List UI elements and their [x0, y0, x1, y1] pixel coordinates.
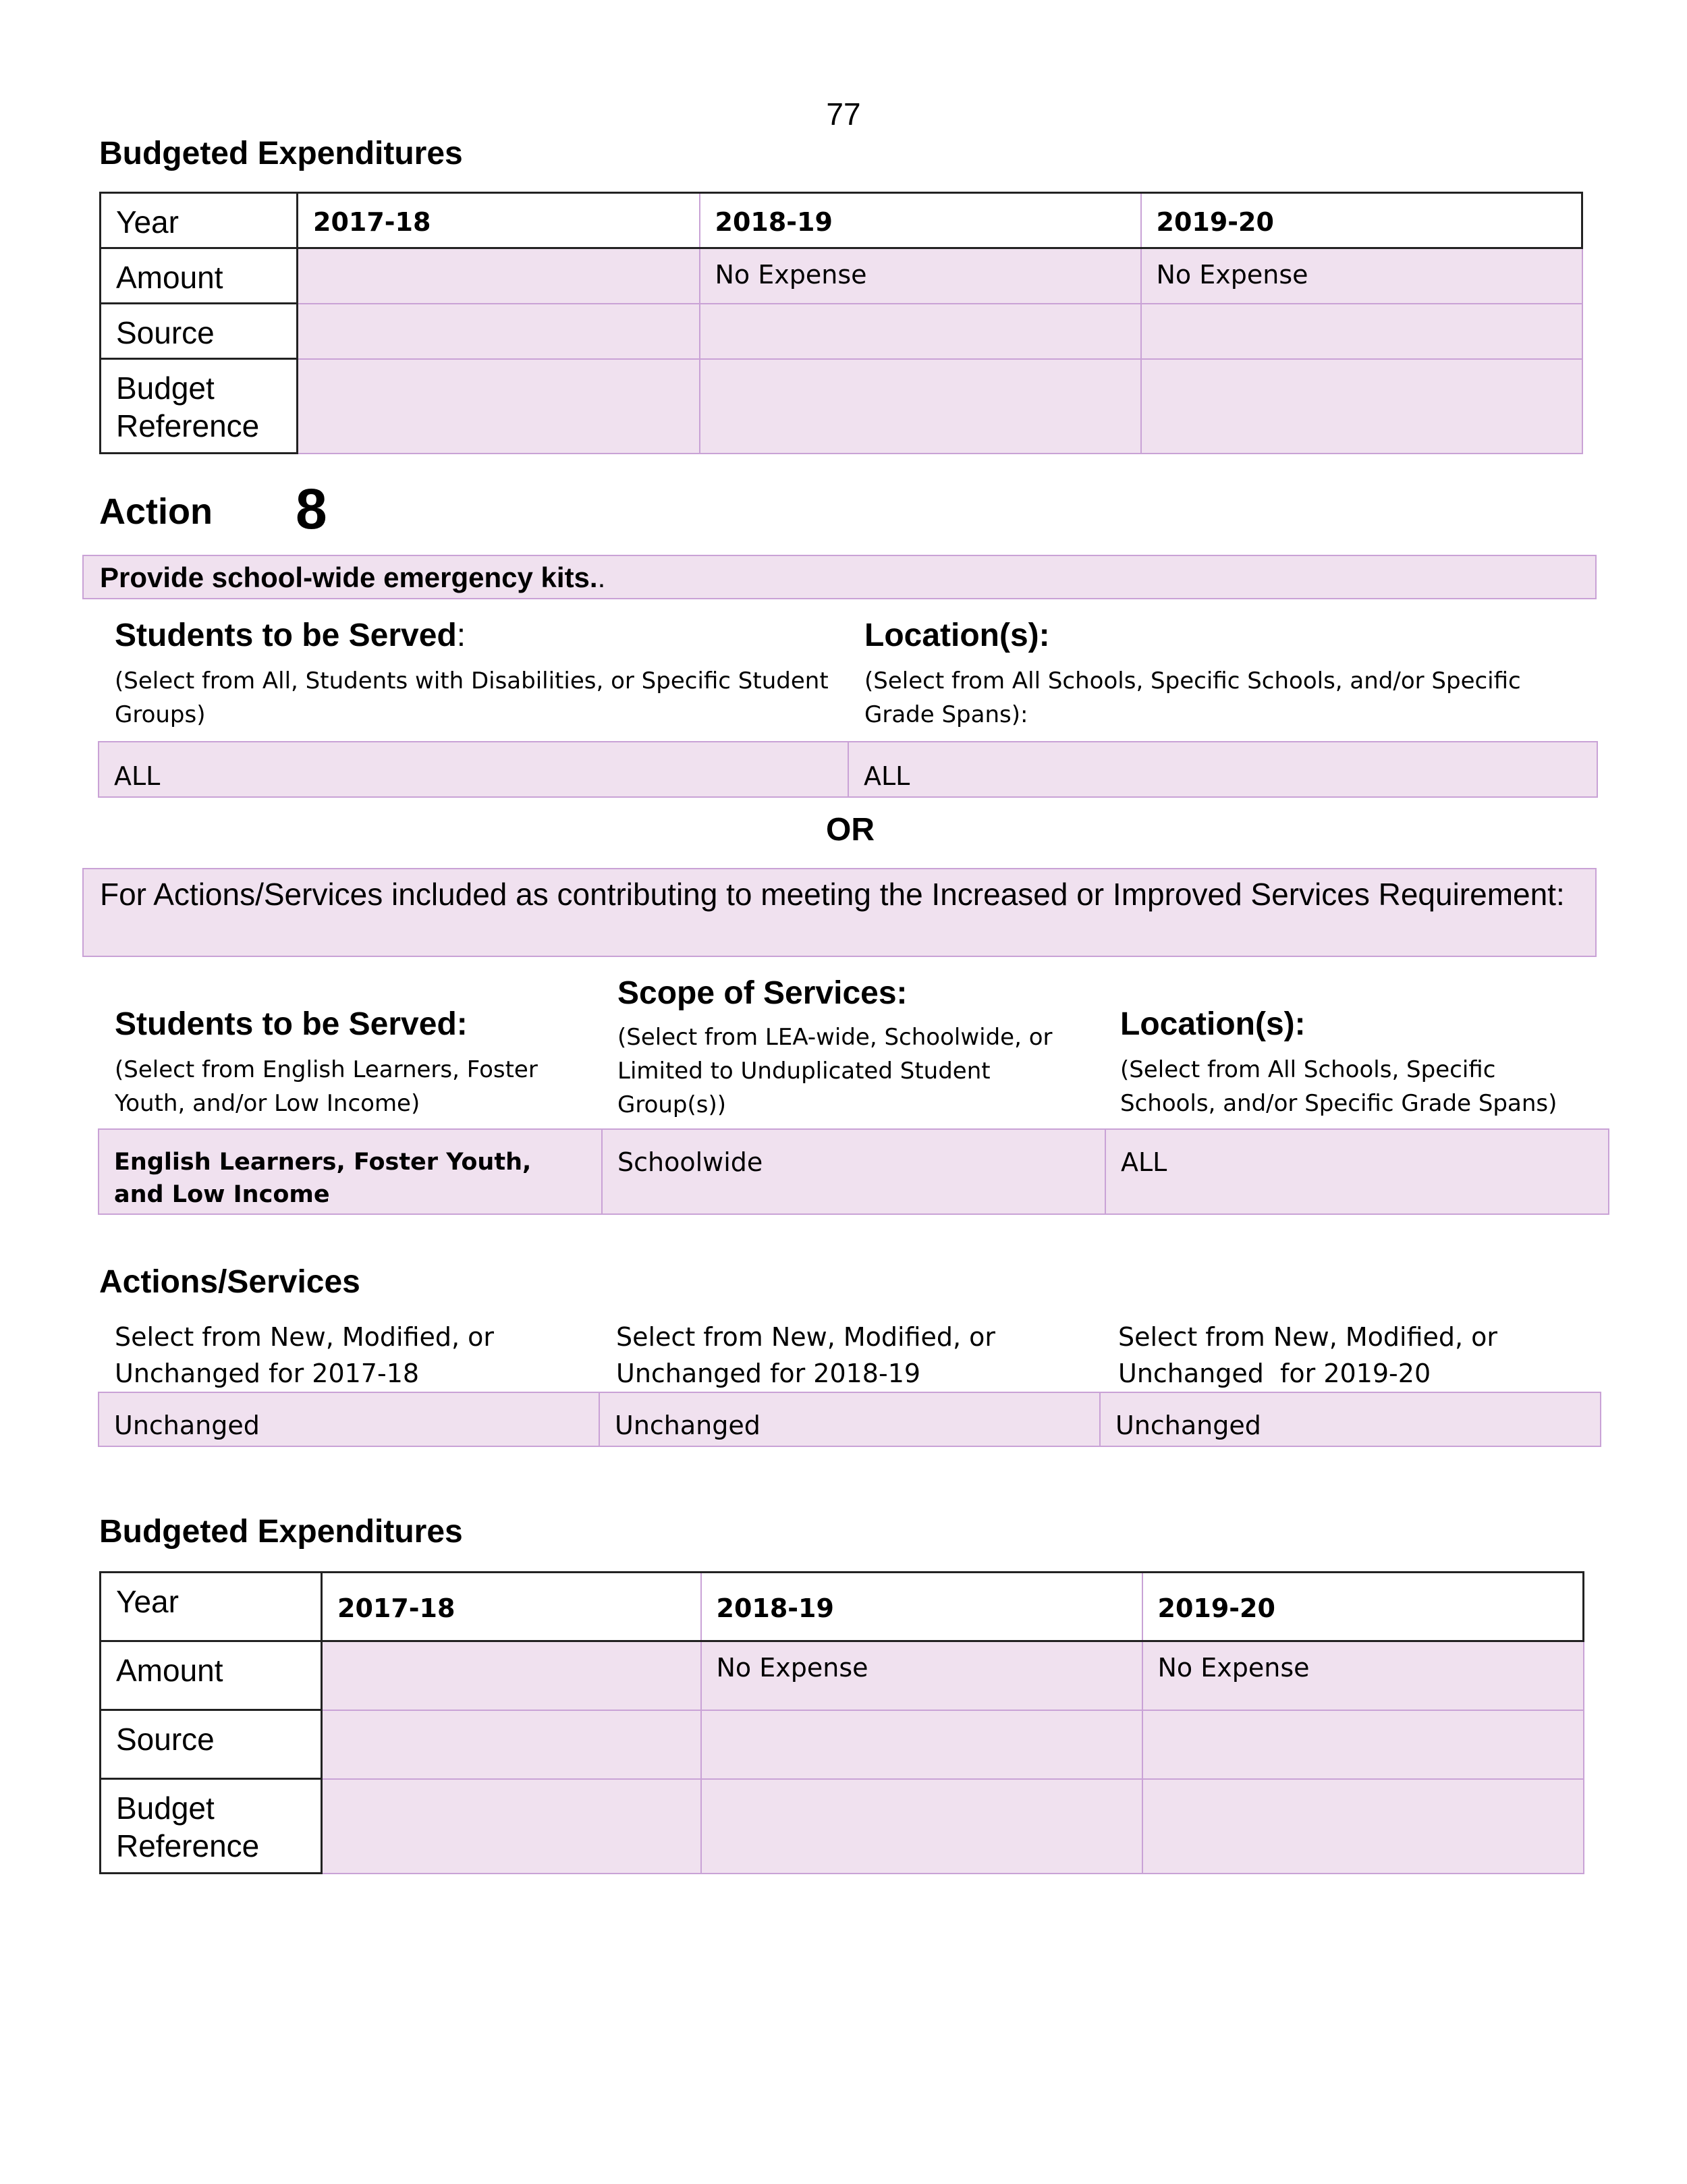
- is-students-heading: Students to be Served:: [115, 1006, 468, 1042]
- year-2017-18: 2017-18: [322, 1573, 701, 1641]
- location-heading: Location(s):: [864, 618, 1050, 653]
- location-value: ALL: [848, 741, 1598, 798]
- source-2018-19: [700, 304, 1141, 359]
- amount-2019-20: No Expense: [1142, 1641, 1584, 1710]
- amount-2017-18: [298, 248, 700, 304]
- amount-2017-18: [322, 1641, 701, 1710]
- year-label: Year: [101, 1573, 322, 1641]
- students-served-hint: (Select from All, Students with Disabilities, or Specific Student Groups): [115, 667, 829, 728]
- table-row: [101, 1710, 1584, 1779]
- action-number: 8: [296, 477, 327, 541]
- budget-reference-2019-20: [1141, 359, 1582, 454]
- actions-value-2019-20: Unchanged: [1099, 1392, 1601, 1447]
- is-location-heading: Location(s):: [1120, 1006, 1306, 1042]
- amount-label: Amount: [101, 248, 298, 304]
- budget-heading-bottom: Budgeted Expenditures: [99, 1514, 463, 1550]
- table-row: [101, 1641, 1584, 1710]
- amount-2018-19: No Expense: [700, 248, 1141, 304]
- source-2017-18: [322, 1710, 701, 1779]
- increased-services-title: For Actions/Services included as contributing to meeting the Increased or Improved Services Requirement:: [100, 877, 1565, 912]
- amount-label: Amount: [101, 1641, 322, 1710]
- budget-reference-2017-18: [322, 1779, 701, 1874]
- budget-reference-2018-19: [701, 1779, 1142, 1874]
- actions-services-heading: Actions/Services: [99, 1264, 360, 1300]
- actions-hint-2018-19: Select from New, Modified, or Unchanged for 2018-19: [616, 1322, 996, 1388]
- actions-hint-2017-18: Select from New, Modified, or Unchanged for 2017-18: [115, 1322, 495, 1388]
- table-row: [101, 193, 1582, 248]
- is-students-value: English Learners, Foster Youth, and Low Income: [98, 1128, 603, 1215]
- table-row: [101, 1779, 1584, 1874]
- amount-2019-20: No Expense: [1141, 248, 1582, 304]
- source-2019-20: [1141, 304, 1582, 359]
- budget-heading-top: Budgeted Expenditures: [99, 136, 463, 171]
- year-2017-18: 2017-18: [298, 193, 700, 248]
- action-description-box: [82, 555, 1597, 599]
- year-2018-19: 2018-19: [700, 193, 1141, 248]
- is-location-value: ALL: [1105, 1128, 1609, 1215]
- budget-reference-2019-20: [1142, 1779, 1584, 1874]
- action-description: Provide school-wide emergency kits..: [100, 562, 606, 593]
- actions-hint-2019-20: Select from New, Modified, or Unchanged for 2019-20: [1118, 1322, 1506, 1388]
- year-2019-20: 2019-20: [1141, 193, 1582, 248]
- source-2019-20: [1142, 1710, 1584, 1779]
- source-label: Source: [101, 1710, 322, 1779]
- budget-table-bottom: [99, 1571, 1584, 1874]
- amount-2018-19: No Expense: [701, 1641, 1142, 1710]
- table-row: [101, 1573, 1584, 1641]
- is-students-hint: (Select from English Learners, Foster Youth, and/or Low Income): [115, 1056, 538, 1117]
- page-number: 77: [826, 97, 861, 132]
- location-hint: (Select from All Schools, Specific Schools, and/or Specific Grade Spans):: [864, 667, 1521, 728]
- source-2018-19: [701, 1710, 1142, 1779]
- year-2019-20: 2019-20: [1142, 1573, 1584, 1641]
- year-2018-19: 2018-19: [701, 1573, 1142, 1641]
- or-label: OR: [826, 812, 875, 848]
- budget-reference-2018-19: [700, 359, 1141, 454]
- table-row: [101, 304, 1582, 359]
- source-2017-18: [298, 304, 700, 359]
- actions-value-2018-19: Unchanged: [599, 1392, 1101, 1447]
- budget-reference-label: Budget Reference: [101, 359, 298, 454]
- table-row: [101, 359, 1582, 454]
- scope-hint: (Select from LEA-wide, Schoolwide, or Limited to Unduplicated Student Group(s)): [617, 1024, 1053, 1118]
- scope-heading: Scope of Services:: [617, 975, 908, 1011]
- budget-reference-label: Budget Reference: [101, 1779, 322, 1874]
- is-location-hint: (Select from All Schools, Specific Schools, and/or Specific Grade Spans): [1120, 1056, 1557, 1117]
- students-served-value: ALL: [98, 741, 849, 798]
- budget-table-top: [99, 192, 1583, 454]
- actions-value-2017-18: Unchanged: [98, 1392, 600, 1447]
- increased-services-box: [82, 868, 1597, 957]
- students-served-heading: Students to be Served:: [115, 618, 466, 653]
- table-row: [101, 248, 1582, 304]
- year-label: Year: [101, 193, 298, 248]
- action-label: Action: [99, 491, 213, 532]
- scope-value: Schoolwide: [601, 1128, 1106, 1215]
- source-label: Source: [101, 304, 298, 359]
- budget-reference-2017-18: [298, 359, 700, 454]
